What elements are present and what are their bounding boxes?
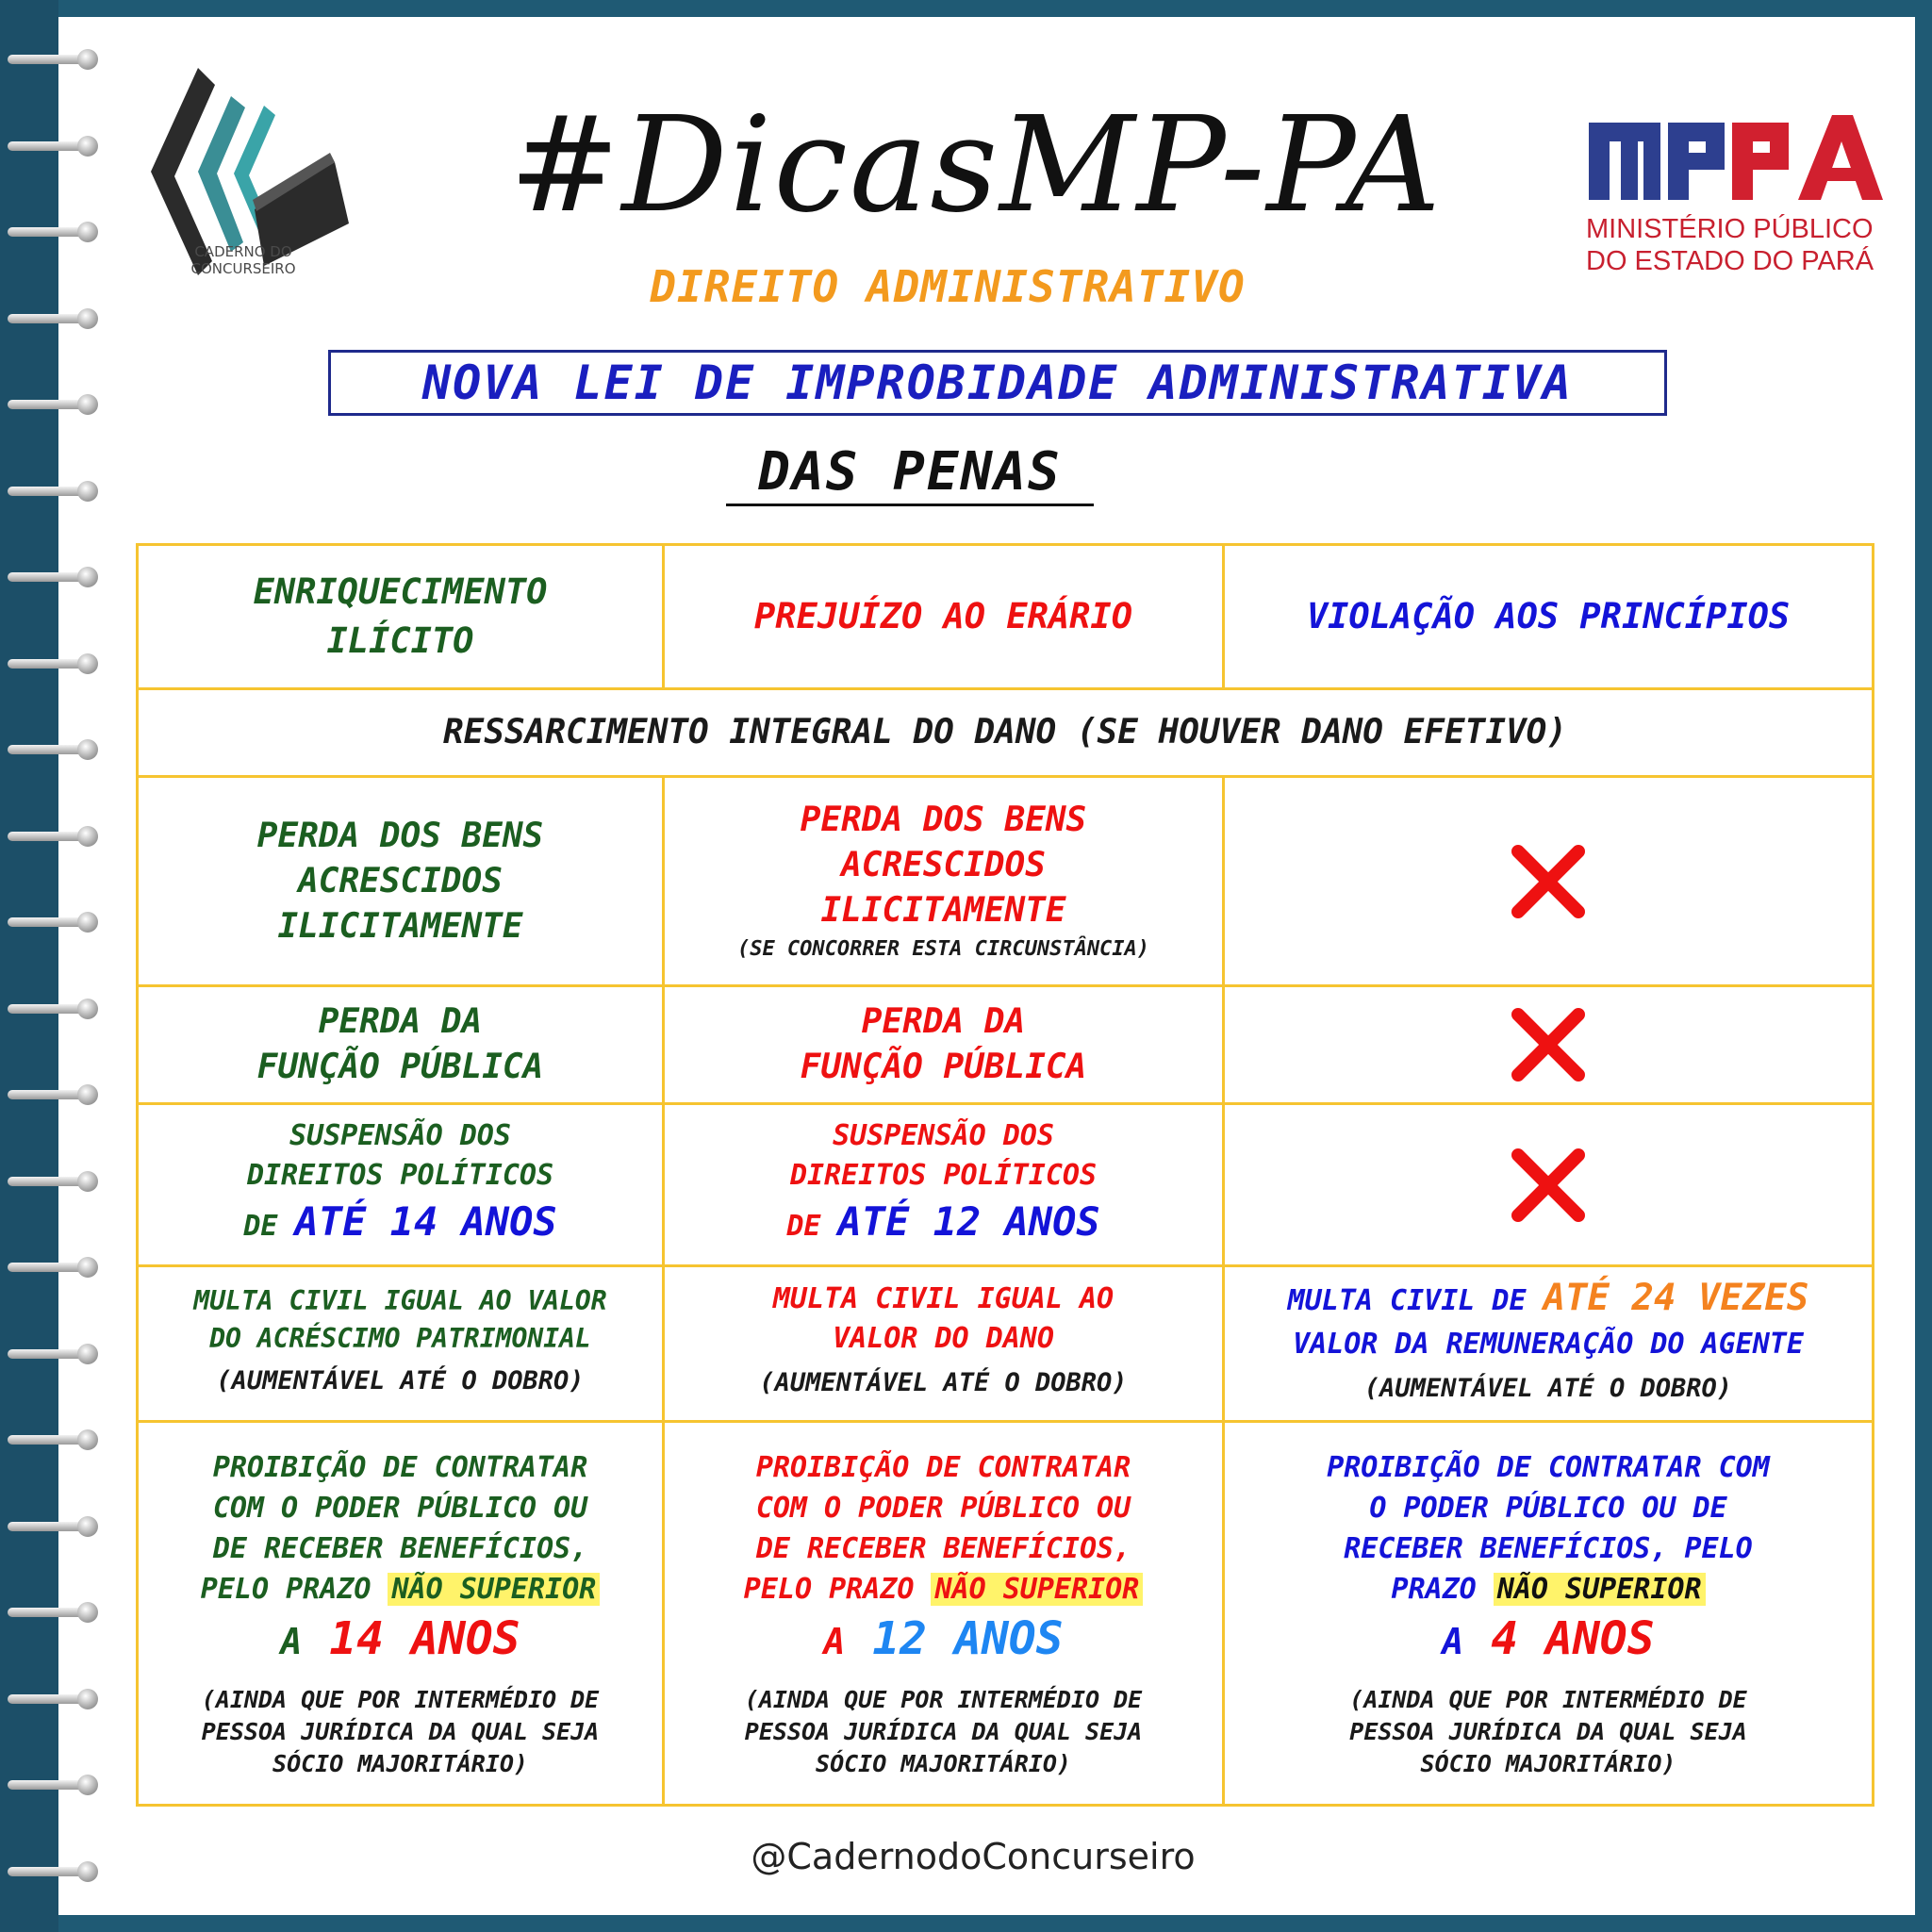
- mppa-institution-name: [1586, 213, 1888, 277]
- table-row-multa: [139, 1267, 1872, 1423]
- proibicao-note: [1349, 1684, 1746, 1780]
- notebook-right-border: [1915, 0, 1932, 1932]
- text-line: SUSPENSÃO DOS: [289, 1119, 511, 1152]
- perda-funcao-enriquecimento: [139, 987, 665, 1102]
- red-x-icon: [1509, 1005, 1588, 1084]
- table-row-proibicao: [139, 1423, 1872, 1804]
- law-title: NOVA LEI DE IMPROBIDADE ADMINISTRATIVA: [422, 355, 1573, 410]
- suspensao-limit: ATÉ 12 ANOS: [837, 1198, 1100, 1245]
- spiral-ring: [8, 1861, 98, 1882]
- prazo-label: PELO PRAZO: [743, 1572, 915, 1606]
- table-row-perda-funcao: [139, 987, 1872, 1105]
- highlight-nao-superior: NÃO SUPERIOR: [1494, 1573, 1706, 1606]
- proibicao-prejuizo: [665, 1423, 1225, 1804]
- mppa-line-2: DO ESTADO DO PARÁ: [1586, 246, 1874, 276]
- text-line: PROIBIÇÃO DE CONTRATAR COM: [1327, 1450, 1770, 1484]
- mppa-line-1: MINISTÉRIO PÚBLICO: [1586, 214, 1874, 244]
- multa-violacao: [1225, 1267, 1872, 1420]
- prazo-line: [201, 1569, 600, 1610]
- text-line: O PODER PÚBLICO OU DE: [1369, 1491, 1727, 1525]
- spiral-ring: [8, 1084, 98, 1105]
- spiral-ring: [8, 1516, 98, 1537]
- prazo-label: PRAZO: [1391, 1572, 1477, 1606]
- spiral-ring: [8, 739, 98, 760]
- prazo-line: [1391, 1569, 1705, 1610]
- spiral-ring: [8, 1429, 98, 1450]
- suspensao-prejuizo: [665, 1105, 1225, 1264]
- spiral-ring: [8, 222, 98, 242]
- spiral-ring: [8, 999, 98, 1019]
- text-line: (AINDA QUE POR INTERMÉDIO DE: [1349, 1685, 1747, 1713]
- multa-note: (AUMENTÁVEL ATÉ O DOBRO): [1363, 1373, 1733, 1403]
- proibicao-note: [202, 1684, 599, 1780]
- spiral-ring: [8, 394, 98, 415]
- page-title: #DicasMP-PA: [509, 89, 1443, 242]
- perda-bens-violacao: [1225, 778, 1872, 984]
- spiral-ring: [8, 826, 98, 847]
- highlight-nao-superior: NÃO SUPERIOR: [931, 1573, 1143, 1606]
- text-line: DO ACRÉSCIMO PATRIMONIAL: [209, 1323, 591, 1354]
- text-line: VALOR DA REMUNERAÇÃO DO AGENTE: [1293, 1327, 1804, 1361]
- prazo-line: [744, 1569, 1143, 1610]
- proibicao-enriquecimento: [139, 1423, 665, 1804]
- text-line: PERDA DOS BENS: [256, 816, 544, 855]
- spiral-ring: [8, 1775, 98, 1795]
- notebook-bottom-border: [0, 1915, 1932, 1932]
- column-header-prejuizo: [665, 546, 1225, 687]
- column-header-label: VIOLAÇÃO AOS PRINCÍPIOS: [1306, 596, 1791, 636]
- spiral-ring: [8, 1171, 98, 1192]
- proibicao-years: 4: [1491, 1611, 1519, 1665]
- word-a: A: [823, 1620, 846, 1662]
- spiral-ring: [8, 308, 98, 329]
- perda-bens-enriquecimento: [139, 778, 665, 984]
- table-header-row: [139, 546, 1872, 690]
- proibicao-violacao: [1225, 1423, 1872, 1804]
- text-line: ILICITAMENTE: [820, 890, 1066, 930]
- text-line: PERDA DOS BENS: [800, 800, 1087, 839]
- prefix-de: DE: [786, 1210, 821, 1243]
- text-line: SÓCIO MAJORITÁRIO): [272, 1749, 528, 1777]
- highlight-nao-superior: NÃO SUPERIOR: [388, 1573, 600, 1606]
- text-line: SÓCIO MAJORITÁRIO): [816, 1749, 1071, 1777]
- spiral-ring: [8, 49, 98, 70]
- word-anos: ANOS: [953, 1611, 1064, 1665]
- spiral-ring: [8, 1689, 98, 1709]
- column-header-violacao: [1225, 546, 1872, 687]
- text-line: DE RECEBER BENEFÍCIOS,: [212, 1531, 588, 1565]
- text-line: PESSOA JURÍDICA DA QUAL SEJA: [744, 1717, 1143, 1745]
- text-line: COM O PODER PÚBLICO OU: [212, 1491, 588, 1525]
- mppa-logo-icon: [1589, 115, 1883, 200]
- column-header-enriquecimento: [139, 546, 665, 687]
- multa-note: (AUMENTÁVEL ATÉ O DOBRO): [216, 1366, 585, 1395]
- text-line: DIREITOS POLÍTICOS: [246, 1159, 554, 1192]
- perda-bens-prejuizo: [665, 778, 1225, 984]
- spiral-ring: [8, 653, 98, 674]
- ressarcimento-cell: [139, 690, 1872, 775]
- table-row-perda-bens: [139, 778, 1872, 987]
- spiral-ring: [8, 1344, 98, 1364]
- footer-handle: @CadernodoConcurseiro: [751, 1836, 1196, 1877]
- proibicao-years-line: [823, 1610, 1063, 1671]
- law-title-box: [328, 350, 1667, 416]
- table-row-suspensao: [139, 1105, 1872, 1267]
- prefix-de: DE: [243, 1210, 278, 1243]
- table-row-ressarcimento: [139, 690, 1872, 778]
- text-line: (AINDA QUE POR INTERMÉDIO DE: [744, 1685, 1143, 1713]
- proibicao-note: [745, 1684, 1142, 1780]
- text-line: PROIBIÇÃO DE CONTRATAR: [212, 1450, 588, 1484]
- multa-note: (AUMENTÁVEL ATÉ O DOBRO): [759, 1368, 1128, 1397]
- text-line: SUSPENSÃO DOS: [833, 1119, 1054, 1152]
- text-line: ILICITAMENTE: [277, 906, 523, 946]
- penalties-table: [136, 543, 1874, 1807]
- suspensao-violacao: [1225, 1105, 1872, 1264]
- text-line: PESSOA JURÍDICA DA QUAL SEJA: [201, 1717, 600, 1745]
- perda-funcao-prejuizo: [665, 987, 1225, 1102]
- red-x-icon: [1509, 1146, 1588, 1225]
- text-line: PESSOA JURÍDICA DA QUAL SEJA: [1349, 1717, 1747, 1745]
- column-header-label: ENRIQUECIMENTO ILÍCITO: [253, 571, 548, 661]
- suspensao-limit: ATÉ 14 ANOS: [294, 1198, 557, 1245]
- proibicao-years-line: [1442, 1610, 1654, 1671]
- text-line: SÓCIO MAJORITÁRIO): [1420, 1749, 1676, 1777]
- spiral-ring: [8, 912, 98, 933]
- ressarcimento-text: RESSARCIMENTO INTEGRAL DO DANO (SE HOUVER DANO EFETIVO): [442, 713, 1568, 751]
- perda-funcao-violacao: [1225, 987, 1872, 1102]
- multa-prejuizo: [665, 1267, 1225, 1420]
- section-title: DAS PENAS: [726, 441, 1094, 506]
- spiral-ring: [8, 567, 98, 587]
- text-line: MULTA CIVIL IGUAL AO: [772, 1282, 1115, 1315]
- proibicao-years: 14: [329, 1611, 385, 1665]
- text-line: COM O PODER PÚBLICO OU: [755, 1491, 1131, 1525]
- word-anos: ANOS: [1545, 1611, 1655, 1665]
- text-line: VALOR DO DANO: [833, 1322, 1054, 1355]
- red-x-icon: [1509, 842, 1588, 921]
- text-line: ACRESCIDOS: [298, 861, 503, 900]
- spiral-ring: [8, 136, 98, 157]
- text-line: ACRESCIDOS: [841, 845, 1046, 884]
- text-line: MULTA CIVIL IGUAL AO VALOR: [193, 1285, 607, 1316]
- page-subtitle: DIREITO ADMINISTRATIVO: [650, 261, 1246, 312]
- prazo-label: PELO PRAZO: [200, 1572, 372, 1606]
- word-anos: ANOS: [410, 1611, 520, 1665]
- suspensao-limit-line: [786, 1196, 1099, 1253]
- text-line: PERDA DA: [861, 1002, 1026, 1041]
- notebook-rings: [0, 0, 113, 1932]
- multa-limit: ATÉ 24 VEZES: [1543, 1276, 1809, 1319]
- text-line: FUNÇÃO PÚBLICA: [256, 1048, 544, 1086]
- word-a: A: [1442, 1620, 1464, 1662]
- word-a: A: [280, 1620, 303, 1662]
- multa-limit-line: [1288, 1275, 1809, 1325]
- proibicao-years: 12: [872, 1611, 928, 1665]
- caderno-logo-text: CADERNO DO CONCURSEIRO: [190, 243, 296, 277]
- perda-bens-note: (SE CONCORRER ESTA CIRCUNSTÂNCIA): [736, 936, 1150, 961]
- multa-prefix: MULTA CIVIL DE: [1287, 1283, 1527, 1317]
- spiral-ring: [8, 481, 98, 502]
- suspensao-limit-line: [243, 1196, 556, 1253]
- text-line: (AINDA QUE POR INTERMÉDIO DE: [201, 1685, 600, 1713]
- column-header-label: PREJUÍZO AO ERÁRIO: [754, 596, 1132, 636]
- text-line: RECEBER BENEFÍCIOS, PELO: [1344, 1531, 1753, 1565]
- text-line: DE RECEBER BENEFÍCIOS,: [755, 1531, 1131, 1565]
- text-line: PERDA DA: [318, 1002, 483, 1041]
- text-line: PROIBIÇÃO DE CONTRATAR: [755, 1450, 1131, 1484]
- notebook-top-border: [0, 0, 1932, 17]
- text-line: DIREITOS POLÍTICOS: [789, 1159, 1098, 1192]
- text-line: FUNÇÃO PÚBLICA: [800, 1048, 1087, 1086]
- proibicao-years-line: [280, 1610, 520, 1671]
- suspensao-enriquecimento: [139, 1105, 665, 1264]
- spiral-ring: [8, 1602, 98, 1623]
- spiral-ring: [8, 1257, 98, 1278]
- multa-enriquecimento: [139, 1267, 665, 1420]
